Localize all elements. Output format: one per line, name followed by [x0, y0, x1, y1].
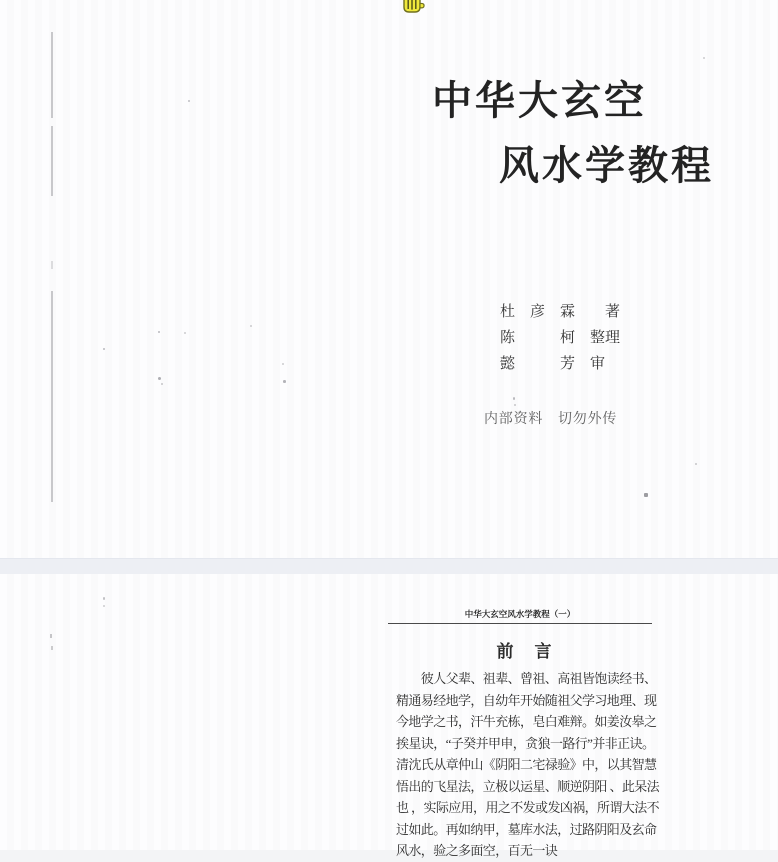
- credits-block: [500, 299, 620, 377]
- scan-speck: [283, 380, 286, 383]
- preface-body-line: 今地学之书，汗牛充栋，皂白难辩。如姜汝皋之: [396, 714, 657, 729]
- scan-speck: [514, 404, 516, 406]
- page-divider: [0, 558, 778, 575]
- scan-speck: [513, 397, 515, 400]
- preface-body: [396, 668, 664, 862]
- running-header: 中华大玄空风水学教程（一）: [388, 608, 652, 624]
- confidential-notice: 内部资料 切勿外传: [484, 412, 618, 427]
- scan-speck: [103, 605, 105, 607]
- hand-grab-cursor-icon: [401, 0, 427, 17]
- scan-speck: [158, 377, 161, 380]
- preface-body-line: 精通易经地学，自幼年开始随祖父学习地理、现: [396, 692, 657, 708]
- preface-body-line: 彼人父辈、祖辈、曾祖、高祖皆饱读经书、: [396, 671, 657, 686]
- preface-body-line: 风水，验之多面空，百无一诀: [396, 843, 558, 858]
- preface-body-line: 也 ，实际应用，用之不发或发凶祸，所谓大法不: [396, 800, 660, 815]
- scan-gutter-line: [51, 126, 53, 196]
- scan-speck: [250, 325, 252, 327]
- scan-speck: [184, 332, 186, 334]
- preface-body-line: 悟出的飞星法，立极以运星、顺逆阴阳 、此呆法: [396, 778, 660, 794]
- scan-gutter-line: [51, 32, 53, 118]
- book-title-line-2: 风水学教程: [499, 143, 714, 188]
- scan-gutter-line: [51, 291, 53, 502]
- preface-body-line: 过如此。再如纳甲，墓库水法，过路阴阳及玄命: [396, 821, 657, 837]
- preface-body-line: 清沈氏从章仲山《阴阳二宅禄验》中，以其智慧: [396, 757, 657, 772]
- scan-speck: [188, 100, 190, 102]
- scan-speck: [703, 57, 705, 59]
- section-title-preface: 前 言: [496, 642, 554, 661]
- credit-line: 杜 彦 霖 著: [500, 304, 621, 320]
- book-title-line-1: 中华大玄空: [432, 78, 647, 123]
- scan-speck: [103, 348, 105, 350]
- credit-line: 懿 芳 审: [500, 356, 606, 372]
- scan-speck: [158, 331, 160, 333]
- scan-speck: [103, 597, 105, 600]
- scan-speck: [50, 634, 52, 638]
- scan-gutter-line: [51, 261, 53, 269]
- scan-speck: [161, 383, 163, 385]
- preface-body-line: 挨星诀，“子癸并甲申，贪狼一路行”并非正诀。: [396, 735, 655, 751]
- scan-speck: [644, 493, 648, 497]
- scan-speck: [51, 646, 53, 650]
- scan-speck: [282, 363, 284, 365]
- credit-line: 陈 柯 整理: [500, 330, 621, 346]
- scan-speck: [695, 463, 697, 465]
- scanned-preface-page: [0, 574, 778, 858]
